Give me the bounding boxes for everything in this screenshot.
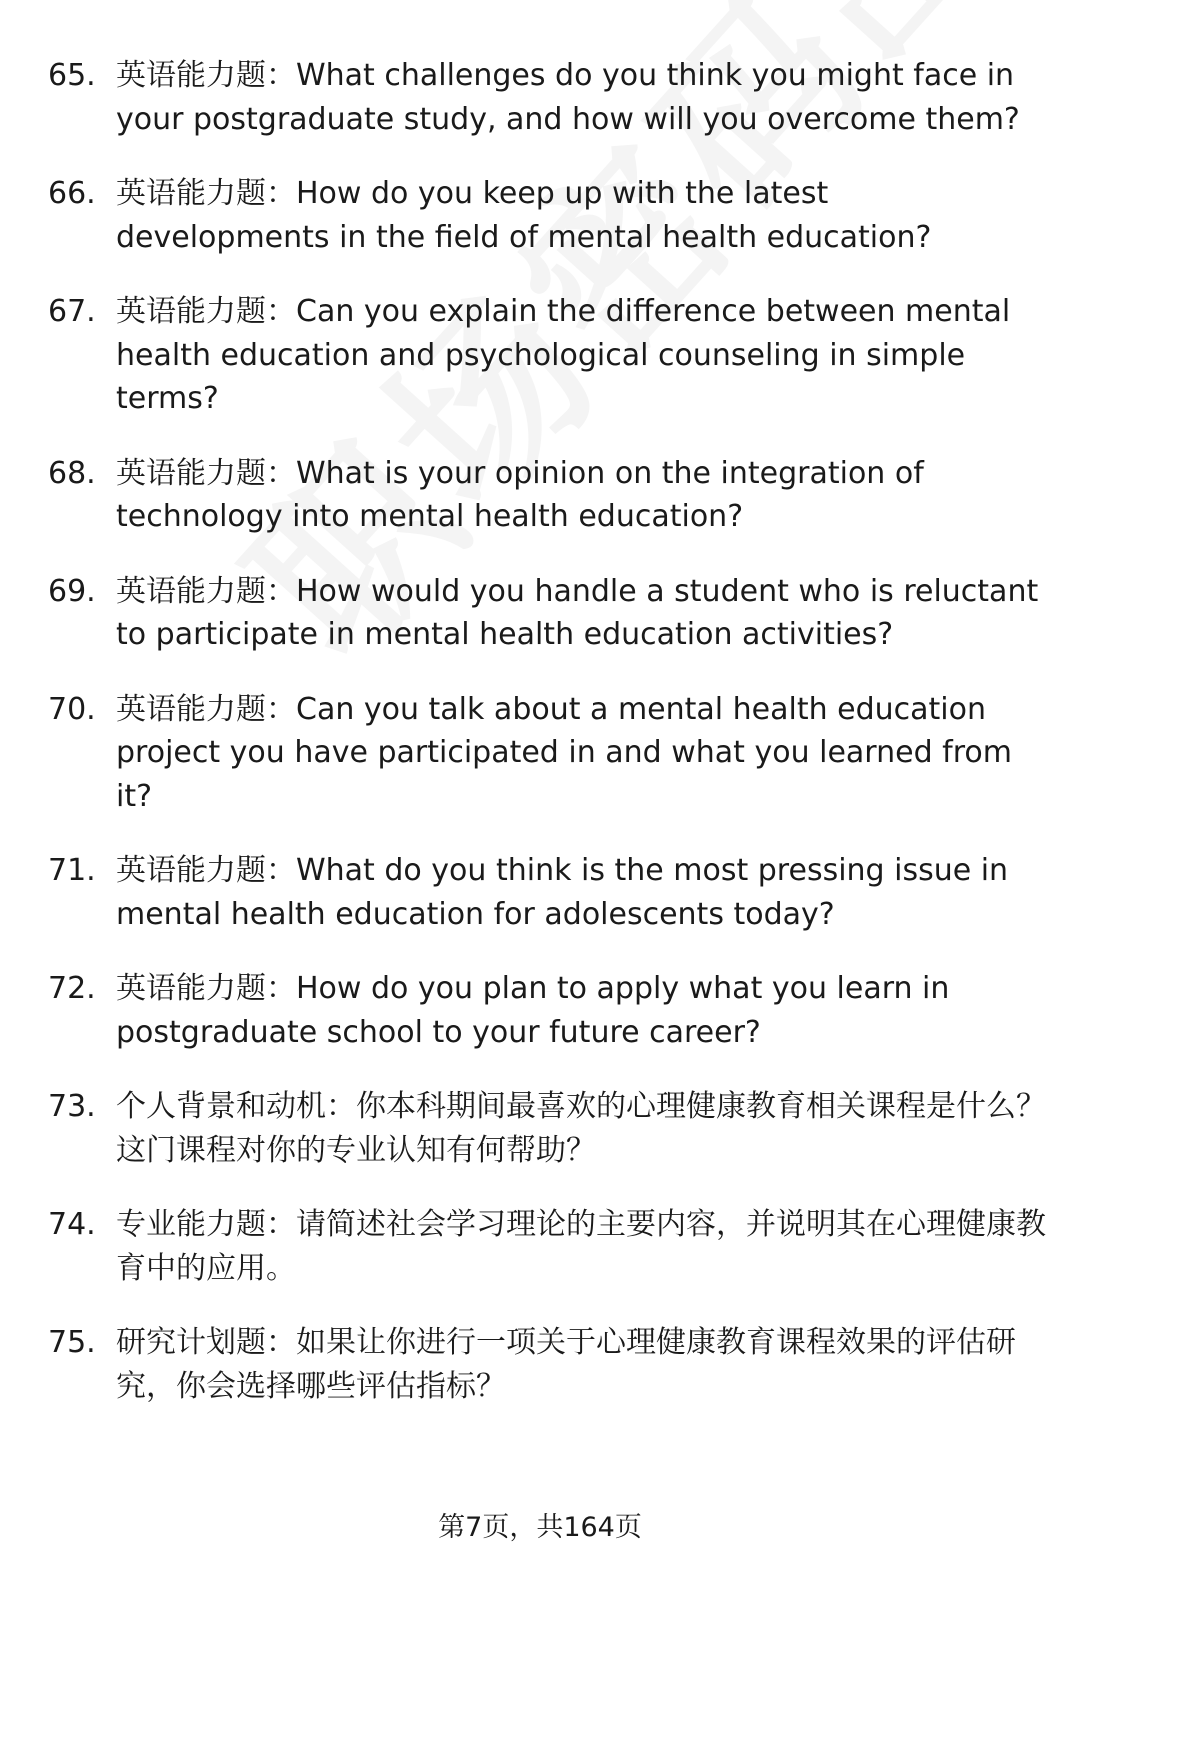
question-text: How would you handle a student who is reluctant to participate in mental health education activities? (116, 573, 1039, 652)
question-item (48, 570, 1048, 657)
question-item (48, 1203, 1048, 1290)
question-body (116, 849, 1048, 936)
question-category: 英语能力题： (116, 176, 296, 211)
question-category: 研究计划题： (116, 1325, 296, 1360)
question-text: 你本科期间最喜欢的心理健康教育相关课程是什么？这门课程对你的专业认知有何帮助？ (116, 1089, 1046, 1168)
question-number: 69. (48, 573, 96, 609)
question-text: What challenges do you think you might face in your postgraduate study, and how will you overcome them? (116, 58, 1020, 137)
question-item (48, 849, 1048, 936)
question-category: 英语能力题： (116, 294, 296, 329)
question-item (48, 1085, 1048, 1172)
question-body (116, 54, 1048, 141)
question-category: 英语能力题： (116, 573, 296, 609)
question-number: 68. (48, 455, 96, 491)
question-item (48, 967, 1048, 1054)
question-text: How do you keep up with the latest developments in the field of mental health education? (116, 176, 932, 255)
question-body (116, 967, 1048, 1054)
question-number: 71. (48, 853, 96, 888)
question-item (48, 54, 1048, 141)
question-text: 如果让你进行一项关于心理健康教育课程效果的评估研究，你会选择哪些评估指标？ (116, 1325, 1016, 1404)
question-category: 英语能力题： (116, 853, 296, 888)
question-item (48, 452, 1048, 539)
question-number: 73. (48, 1089, 96, 1124)
question-category: 英语能力题： (116, 971, 296, 1006)
question-number: 70. (48, 691, 96, 727)
question-item (48, 688, 1048, 819)
question-text: 请简述社会学习理论的主要内容，并说明其在心理健康教育中的应用。 (116, 1207, 1046, 1286)
question-category: 专业能力题： (116, 1207, 296, 1242)
question-number: 67. (48, 294, 96, 329)
question-number: 74. (48, 1207, 96, 1242)
question-body (116, 452, 1048, 539)
question-text: Can you talk about a mental health education project you have participated in and what you learned from it? (116, 691, 1012, 814)
question-body (116, 570, 1048, 657)
question-body (116, 290, 1048, 421)
question-text: What is your opinion on the integration of technology into mental health education? (116, 455, 924, 534)
question-category: 英语能力题： (116, 691, 296, 727)
question-item (48, 172, 1048, 259)
question-body (116, 1085, 1048, 1172)
question-item (48, 290, 1048, 421)
question-text: How do you plan to apply what you learn in postgraduate school to your future career? (116, 971, 950, 1050)
question-body (116, 688, 1048, 819)
question-number: 65. (48, 58, 96, 93)
question-category: 英语能力题： (116, 58, 296, 93)
question-number: 72. (48, 971, 96, 1006)
question-body (116, 172, 1048, 259)
question-category: 英语能力题： (116, 455, 296, 491)
question-text: Can you explain the difference between mental health education and psychological counseling in simple terms? (116, 294, 1011, 416)
question-body (116, 1321, 1048, 1408)
question-item (48, 1321, 1048, 1408)
question-category: 个人背景和动机： (116, 1089, 356, 1124)
question-number: 66. (48, 176, 96, 211)
question-list (48, 54, 1048, 1439)
question-body (116, 1203, 1048, 1290)
question-number: 75. (48, 1325, 96, 1360)
page-number: 第7页，共164页 (438, 1512, 642, 1543)
question-text: What do you think is the most pressing issue in mental health education for adolescents today? (116, 853, 1009, 932)
